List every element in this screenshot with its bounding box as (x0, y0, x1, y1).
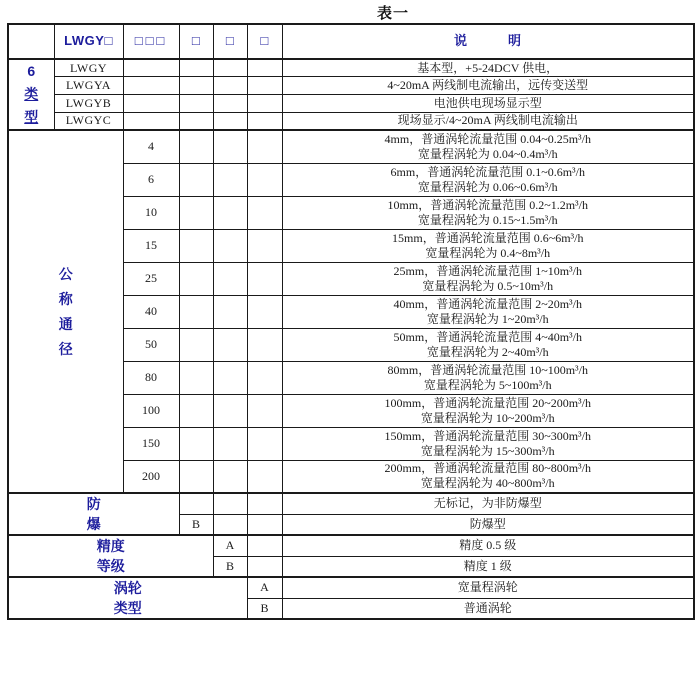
description-cell: 6mm，普通涡轮流量范围 0.1~0.6m³/h 宽量程涡轮为 0.06~0.6m³/h (282, 163, 694, 196)
diameter-code-cell: 40 (123, 295, 179, 328)
diameter-code-cell: 50 (123, 328, 179, 361)
diameter-code-cell: 200 (123, 460, 179, 493)
table-title: 表一 (376, 6, 409, 22)
empty-cell (179, 59, 213, 77)
empty-cell (213, 130, 247, 163)
empty-cell (247, 427, 282, 460)
empty-cell (179, 460, 213, 493)
description-cell: 40mm，普通涡轮流量范围 2~20m³/h 宽量程涡轮为 1~20m³/h (282, 295, 694, 328)
empty-cell (213, 59, 247, 77)
description-cell: 精度 0.5 级 (282, 535, 694, 556)
empty-cell (179, 196, 213, 229)
empty-cell (123, 77, 179, 95)
turbine-section-label: 涡轮 类型 (8, 577, 247, 619)
empty-cell (247, 59, 282, 77)
empty-cell (179, 262, 213, 295)
empty-cell (247, 229, 282, 262)
description-cell: 基本型，+5-24DCV 供电， (282, 59, 694, 77)
turbine-row (8, 577, 694, 598)
description-cell: 现场显示/4~20mA 两线制电流输出 (282, 112, 694, 130)
diameter-row (8, 130, 694, 163)
empty-cell (213, 229, 247, 262)
empty-cell (123, 112, 179, 130)
explosion-row (8, 493, 694, 514)
accuracy-code-cell: A (213, 535, 247, 556)
empty-cell (213, 77, 247, 95)
description-cell: 宽量程涡轮 (282, 577, 694, 598)
empty-cell (213, 394, 247, 427)
type-row (8, 77, 694, 95)
empty-cell (247, 493, 282, 514)
type-row (8, 95, 694, 113)
empty-cell (213, 493, 247, 514)
empty-cell (247, 112, 282, 130)
empty-cell (179, 130, 213, 163)
diameter-code-cell: 6 (123, 163, 179, 196)
description-cell: 电池供电现场显示型 (282, 95, 694, 113)
description-cell: 普通涡轮 (282, 598, 694, 619)
empty-cell (213, 112, 247, 130)
description-cell: 精度 1 级 (282, 556, 694, 577)
diameter-code-cell: 15 (123, 229, 179, 262)
empty-cell (247, 77, 282, 95)
empty-cell (247, 361, 282, 394)
empty-cell (213, 460, 247, 493)
header-model-cell: LWGY□ (54, 24, 123, 59)
description-cell: 15mm，普通涡轮流量范围 0.6~6m³/h 宽量程涡轮为 0.4~8m³/h (282, 229, 694, 262)
empty-cell (247, 95, 282, 113)
accuracy-section-label: 精度 等级 (8, 535, 213, 577)
description-cell: 4~20mA 两线制电流输出，远传变送型 (282, 77, 694, 95)
diameter-code-cell: 100 (123, 394, 179, 427)
empty-cell (179, 112, 213, 130)
empty-cell (247, 196, 282, 229)
description-cell: 10mm，普通涡轮流量范围 0.2~1.2m³/h 宽量程涡轮为 0.15~1.5m³/h (282, 196, 694, 229)
description-cell: 80mm，普通涡轮流量范围 10~100m³/h 宽量程涡轮为 5~100m³/h (282, 361, 694, 394)
empty-cell (213, 295, 247, 328)
empty-cell (179, 394, 213, 427)
model-code-cell: LWGYA (54, 77, 123, 95)
diameter-code-cell: 25 (123, 262, 179, 295)
header-description-cell: 说 明 (282, 24, 694, 59)
header-turbine-box: □ (247, 24, 282, 59)
empty-cell (213, 328, 247, 361)
empty-cell (179, 95, 213, 113)
explosion-code-cell (179, 493, 213, 514)
empty-cell (247, 460, 282, 493)
turbine-code-cell: B (247, 598, 282, 619)
description-cell: 200mm，普通涡轮流量范围 80~800m³/h 宽量程涡轮为 40~800m³/h (282, 460, 694, 493)
empty-cell (213, 95, 247, 113)
header-accuracy-box: □ (213, 24, 247, 59)
empty-cell (247, 394, 282, 427)
empty-cell (247, 514, 282, 535)
description-cell: 50mm，普通涡轮流量范围 4~40m³/h 宽量程涡轮为 2~40m³/h (282, 328, 694, 361)
empty-cell (179, 328, 213, 361)
empty-cell (247, 295, 282, 328)
empty-cell (123, 59, 179, 77)
empty-cell (213, 196, 247, 229)
empty-cell (179, 295, 213, 328)
empty-cell (213, 427, 247, 460)
header-explosion-box: □ (179, 24, 213, 59)
empty-cell (179, 427, 213, 460)
type-row (8, 112, 694, 130)
description-cell: 4mm，普通涡轮流量范围 0.04~0.25m³/h 宽量程涡轮为 0.04~0.4m³/h (282, 130, 694, 163)
description-cell: 无标记，为非防爆型 (282, 493, 694, 514)
description-cell: 150mm，普通涡轮流量范围 30~300m³/h 宽量程涡轮为 15~300m³/h (282, 427, 694, 460)
empty-cell (247, 328, 282, 361)
diameter-code-cell: 4 (123, 130, 179, 163)
empty-cell (123, 95, 179, 113)
model-selection-table (7, 23, 695, 620)
description-cell: 25mm，普通涡轮流量范围 1~10m³/h 宽量程涡轮为 0.5~10m³/h (282, 262, 694, 295)
empty-cell (213, 163, 247, 196)
type-row (8, 59, 694, 77)
explosion-section-label: 防 爆 (8, 493, 179, 535)
type-section-label: 6 类 型 (8, 59, 54, 130)
diameter-code-cell: 10 (123, 196, 179, 229)
diameter-section-label: 公 称 通 径 (8, 130, 123, 493)
accuracy-code-cell: B (213, 556, 247, 577)
empty-cell (179, 163, 213, 196)
empty-cell (213, 514, 247, 535)
empty-cell (213, 361, 247, 394)
diameter-code-cell: 150 (123, 427, 179, 460)
description-cell: 100mm，普通涡轮流量范围 20~200m³/h 宽量程涡轮为 10~200m³/h (282, 394, 694, 427)
model-code-cell: LWGYB (54, 95, 123, 113)
turbine-code-cell: A (247, 577, 282, 598)
empty-cell (247, 163, 282, 196)
explosion-code-cell: B (179, 514, 213, 535)
empty-cell (247, 556, 282, 577)
empty-cell (179, 361, 213, 394)
model-code-cell: LWGY (54, 59, 123, 77)
header-empty-cell (8, 24, 54, 59)
header-row (8, 24, 694, 59)
diameter-code-cell: 80 (123, 361, 179, 394)
accuracy-row (8, 535, 694, 556)
empty-cell (179, 229, 213, 262)
empty-cell (213, 262, 247, 295)
model-code-cell: LWGYC (54, 112, 123, 130)
empty-cell (247, 130, 282, 163)
description-cell: 防爆型 (282, 514, 694, 535)
empty-cell (179, 77, 213, 95)
header-diameter-boxes: □□□ (123, 24, 179, 59)
empty-cell (247, 262, 282, 295)
empty-cell (247, 535, 282, 556)
